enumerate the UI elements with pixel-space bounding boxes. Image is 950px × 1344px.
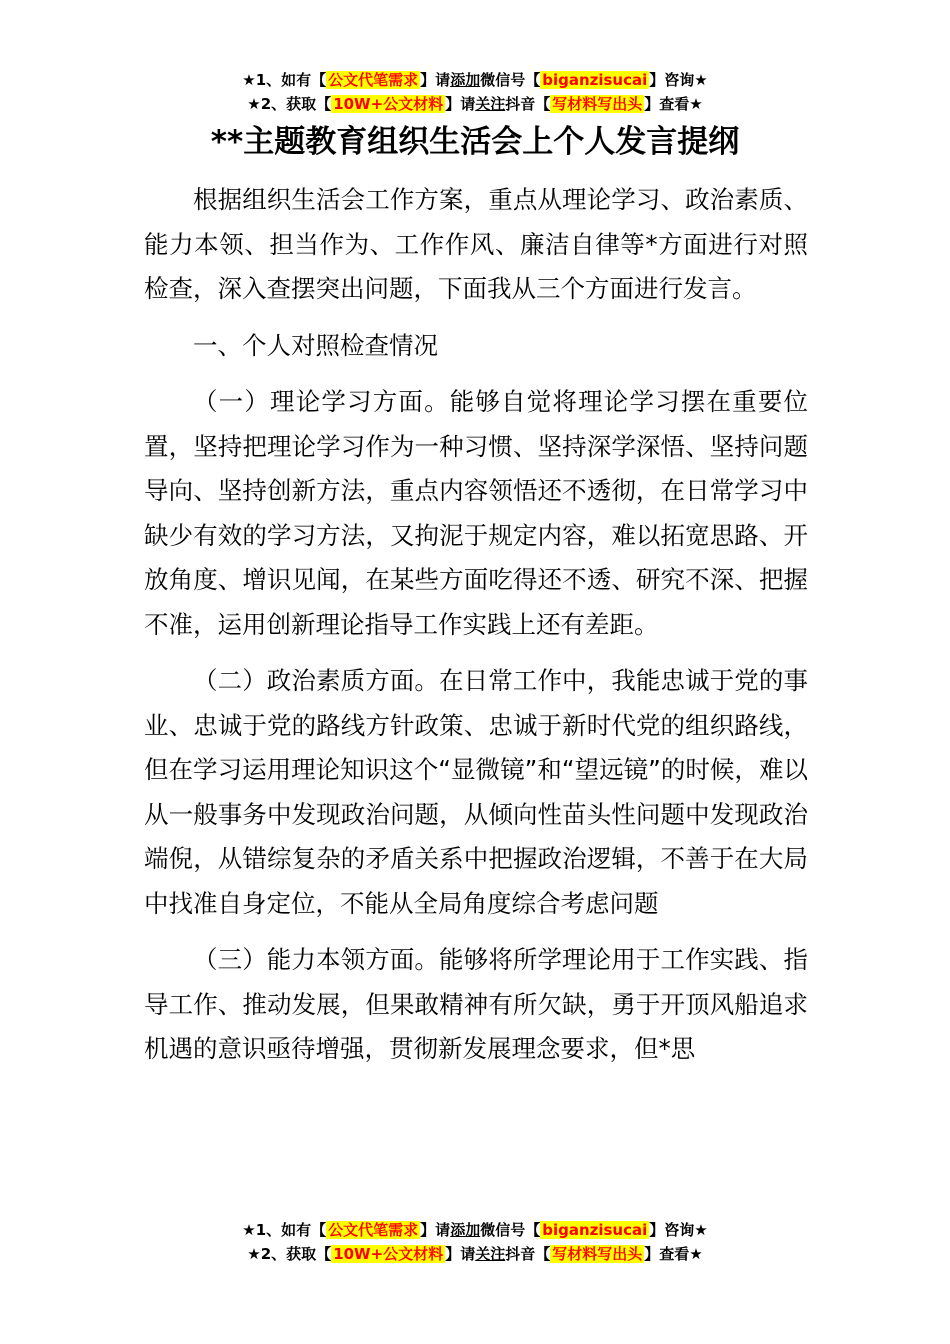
promo-line-2: ★2、获取【 10W+公文材料 】请关注抖音【 写材料写出头 】查看★ [247,95,703,113]
document-title: **主题教育组织生活会上个人发言提纲 [210,124,740,160]
promo-highlight: 10W+公文材料 [333,95,444,113]
promo-highlight: biganzisucai [542,1221,648,1239]
promo-highlight: 写材料写出头 [552,1245,643,1263]
paragraph-intro: 根据组织生活会工作方案，重点从理论学习、政治素质、能力本领、担当作为、工作作风、廉洁自律等*方面进行对照检查，深入查摆突出问题，下面我从三个方面进行发言。 [144,185,808,303]
promo-highlight: 公文代笔需求 [328,1221,419,1239]
paragraph-ability: （三）能力本领方面。能够将所学理论用于工作实践、指导工作、推动发展，但果敢精神有所欠缺，勇于开顶风船追求机遇的意识亟待增强，贯彻新发展理念要求，但*思 [144,945,808,1063]
document-body [144,178,808,1084]
header-promo-banner [0,68,950,116]
paragraph-theory-study: （一）理论学习方面。能够自觉将理论学习摆在重要位置，坚持把理论学习作为一种习惯、坚持深学深悟、坚持问题导向、坚持创新方法，重点内容领悟还不透彻，在日常学习中缺少有效的学习方法，又拘泥于规定内容，难以拓宽思路、开放角度、增识见闻，在某些方面吃得还不透、研究不深、把握不准，运用创新理论指导工作实践上还有差距。 [144,387,808,639]
section-heading: 一、个人对照检查情况 [193,330,438,360]
promo-highlight: 公文代笔需求 [328,71,419,89]
promo-line-2: ★2、获取【 10W+公文材料 】请关注抖音【 写材料写出头 】查看★ [247,1245,703,1263]
footer-promo-banner [0,1218,950,1266]
promo-highlight: 10W+公文材料 [333,1245,444,1263]
promo-line-1: ★1、如有【 公文代笔需求 】请添加微信号【 biganzisucai 】咨询★ [242,71,708,89]
promo-highlight: biganzisucai [542,71,648,89]
promo-highlight: 写材料写出头 [552,95,643,113]
promo-line-1: ★1、如有【 公文代笔需求 】请添加微信号【 biganzisucai 】咨询★ [242,1221,708,1239]
paragraph-political-quality: （二）政治素质方面。在日常工作中，我能忠诚于党的事业、忠诚于党的路线方针政策、忠诚于新时代党的组织路线，但在学习运用理论知识这个“显微镜”和“望远镜”的时候，难以从一般事务中发现政治问题，从倾向性苗头性问题中发现政治端倪，从错综复杂的矛盾关系中把握政治逻辑，不善于在大局中找准自身定位，不能从全局角度综合考虑问题 [144,666,808,918]
